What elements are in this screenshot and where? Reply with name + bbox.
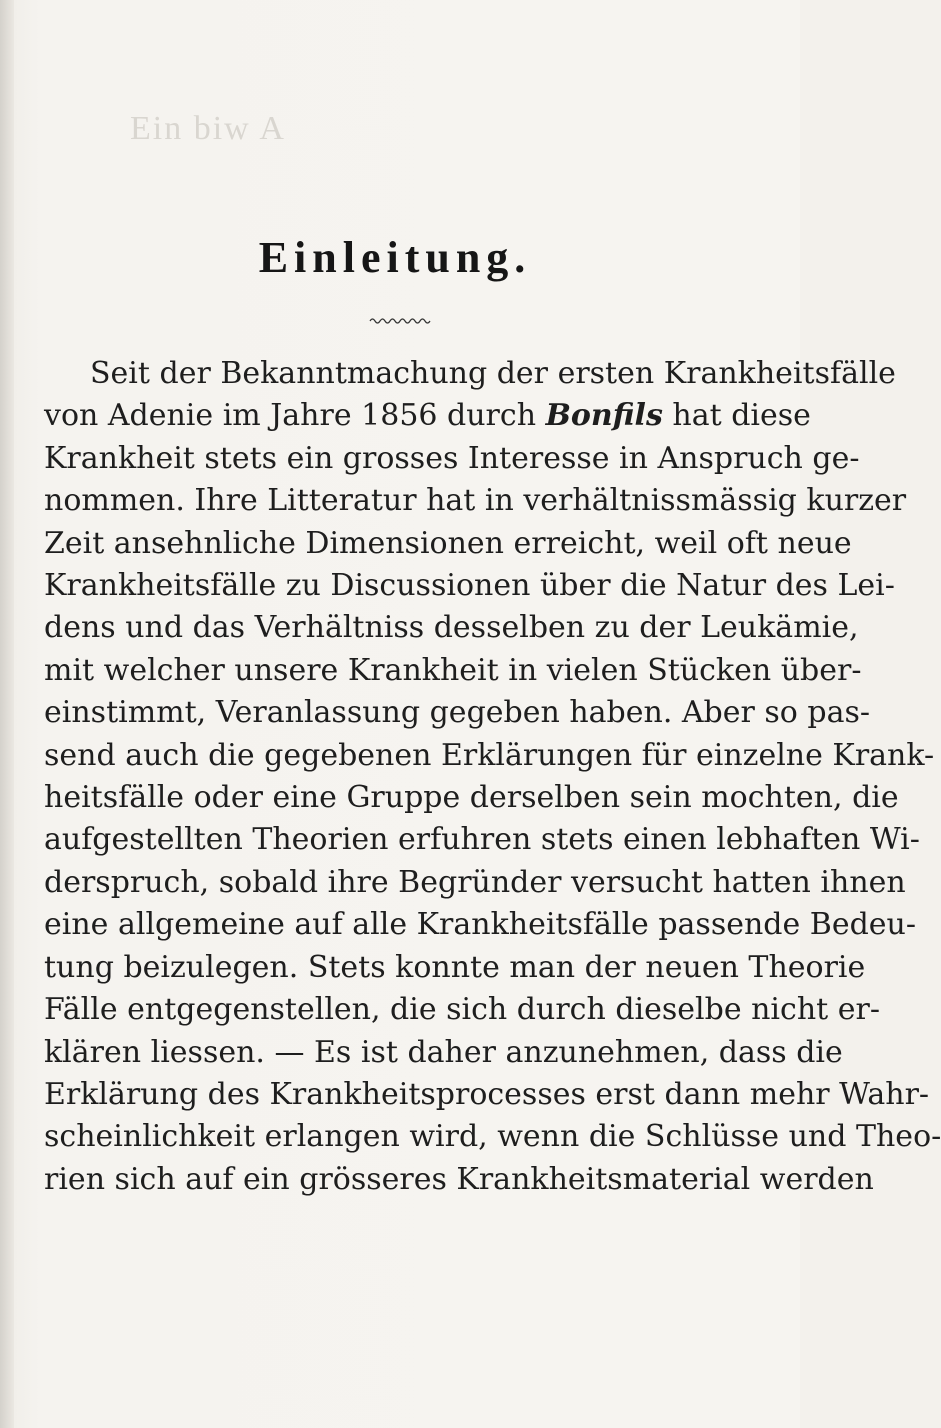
author-name: Bonfils bbox=[545, 398, 663, 434]
text-line: heitsfälle oder eine Gruppe derselben sein mochten, die bbox=[44, 780, 899, 816]
text-line: einstimmt, Veranlassung gegeben haben. Aber so pas- bbox=[44, 695, 871, 731]
text-line: Krankheitsfälle zu Discussionen über die Natur des Lei- bbox=[44, 568, 895, 604]
wavy-rule-ornament bbox=[370, 317, 430, 325]
text-line: nommen. Ihre Litteratur hat in verhältnissmässig kurzer bbox=[44, 483, 907, 519]
text-line-with-author bbox=[44, 395, 811, 437]
text-line: send auch die gegebenen Erklärungen für einzelne Krank- bbox=[44, 737, 935, 773]
text-line: derspruch, sobald ihre Begründer versucht hatten ihnen bbox=[44, 864, 906, 900]
text-line: scheinlichkeit erlangen wird, wenn die Schlüsse und Theo- bbox=[44, 1119, 941, 1155]
body-paragraph bbox=[44, 353, 941, 1201]
text-line-end: hat diese bbox=[672, 398, 811, 434]
text-line: eine allgemeine auf alle Krankheitsfälle passende Bedeu- bbox=[44, 907, 917, 943]
text-line: aufgestellten Theorien erfuhren stets einen lebhaften Wi- bbox=[44, 822, 920, 858]
text-line: Erklärung des Krankheitsprocesses erst dann mehr Wahr- bbox=[44, 1076, 930, 1112]
text-line: rien sich auf ein grösseres Krankheitsmaterial werden bbox=[44, 1161, 874, 1197]
text-line: Zeit ansehnliche Dimensionen erreicht, weil oft neue bbox=[44, 525, 852, 561]
binding-edge bbox=[0, 0, 14, 1428]
bleed-through-text: Ein biw A bbox=[130, 110, 286, 147]
text-line: mit welcher unsere Krankheit in vielen Stücken über- bbox=[44, 652, 862, 688]
text-line: klären liessen. — Es ist daher anzunehmen, dass die bbox=[44, 1034, 843, 1070]
text-line: tung beizulegen. Stets konnte man der neuen Theorie bbox=[44, 949, 866, 985]
text-line: Seit der Bekanntmachung der ersten Krankheitsfälle bbox=[90, 356, 896, 391]
text-line: Fälle entgegenstellen, die sich durch dieselbe nicht er- bbox=[44, 992, 880, 1028]
page-heading: Einleitung. bbox=[258, 233, 532, 282]
text-line-start: von Adenie im Jahre 1856 durch bbox=[44, 398, 537, 434]
text-line: Krankheit stets ein grosses Interesse in Anspruch ge- bbox=[44, 440, 860, 476]
text-line: dens und das Verhältniss desselben zu der Leukämie, bbox=[44, 610, 859, 646]
